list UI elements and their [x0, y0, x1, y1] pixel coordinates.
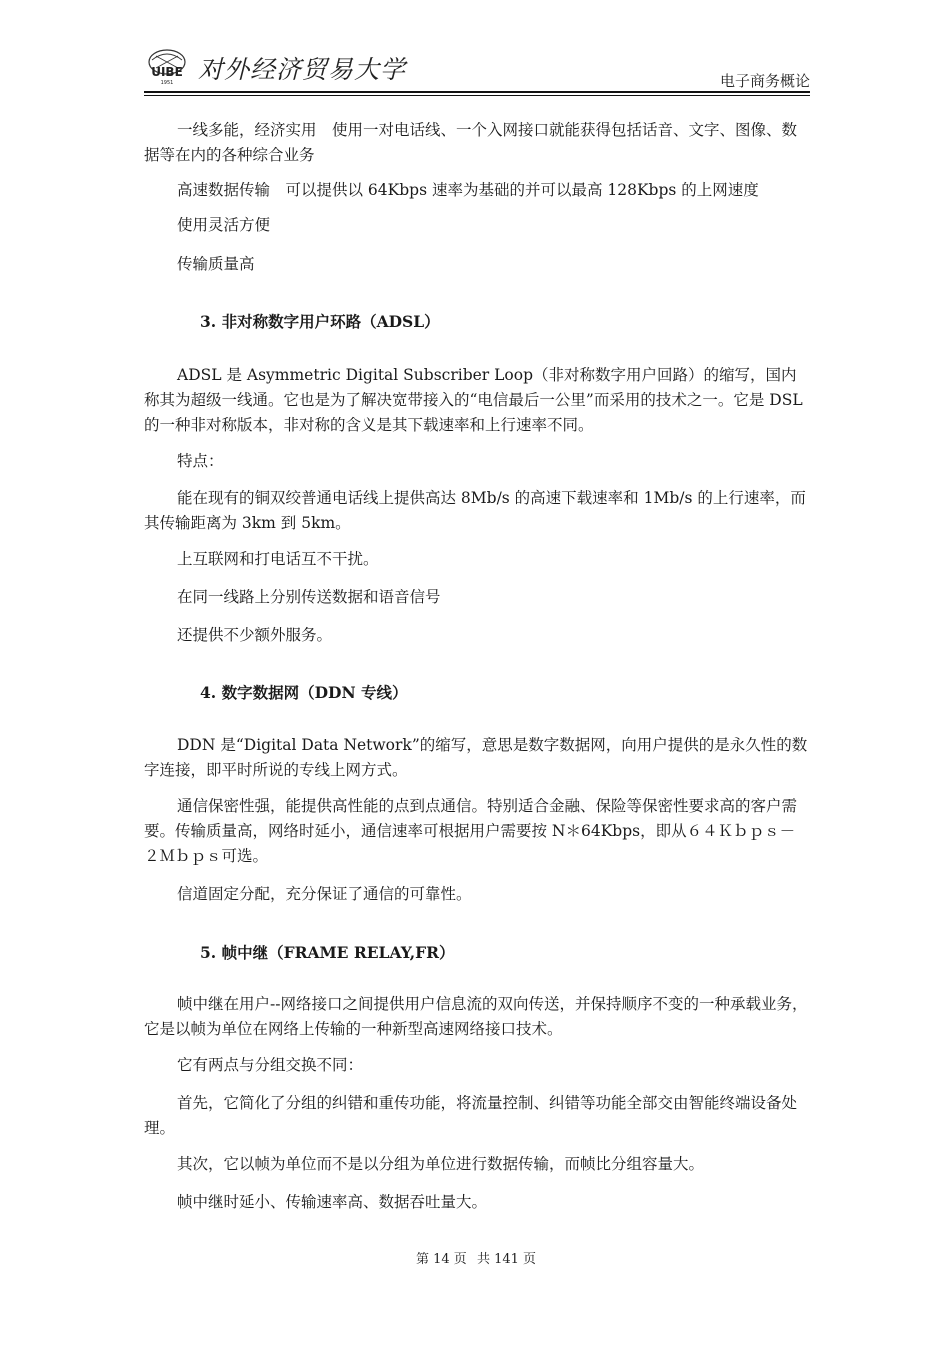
paragraph-text: 高速数据传输 可以提供以 64Kbps 速率为基础的并可以最高 128Kbps 的上网速度 [177, 181, 759, 199]
section-heading-adsl [144, 309, 810, 334]
heading-text: 3. 非对称数字用户环路（ADSL） [200, 312, 440, 331]
paragraph [144, 623, 810, 648]
paragraph [144, 733, 810, 783]
paragraph-text: 特点： [177, 452, 224, 470]
paragraph-text: 传输质量高 [177, 255, 255, 273]
paragraph [144, 1190, 810, 1215]
paragraph [144, 118, 810, 168]
paragraph [144, 1152, 810, 1177]
heading-text: 5. 帧中继（FRAME RELAY,FR） [200, 943, 455, 962]
university-logo-icon [144, 46, 190, 86]
paragraph [144, 1091, 810, 1141]
paragraph-text: DDN 是“Digital Data Network”的缩写，意思是数字数据网，向用户提供的是永久性的数字连接，即平时所说的专线上网方式。 [144, 736, 808, 779]
paragraph [144, 213, 810, 238]
header-divider-thin [144, 95, 810, 96]
paragraph [144, 547, 810, 572]
course-title: 电子商务概论 [719, 72, 810, 90]
paragraph-text: 能在现有的铜双绞普通电话线上提供高达 8Mb/s 的高速下载速率和 1Mb/s 的上行速率，而其传输距离为 3km 到 5km。 [144, 489, 806, 532]
paragraph [144, 486, 810, 536]
paragraph [144, 794, 810, 869]
page-total: 共 141 页 [476, 1252, 537, 1267]
paragraph-text: 还提供不少额外服务。 [177, 626, 333, 644]
paragraph-text: 一线多能，经济实用 使用一对电话线、一个入网接口就能获得包括话音、文字、图像、数据等在内的各种综合业务 [144, 121, 798, 164]
paragraph-text: 帧中继在用户--网络接口之间提供用户信息流的双向传送，并保持顺序不变的一种承载业务，它是以帧为单位在网络上传输的一种新型高速网络接口技术。 [144, 995, 808, 1038]
paragraph [144, 1053, 810, 1078]
paragraph [144, 178, 810, 203]
paragraph [144, 449, 810, 474]
paragraph [144, 252, 810, 277]
paragraph-text: 信道固定分配，充分保证了通信的可靠性。 [177, 885, 472, 903]
paragraph-text: 在同一线路上分别传送数据和语音信号 [177, 588, 441, 606]
paragraph-text: 通信保密性强，能提供高性能的点到点通信。特别适合金融、保险等保密性要求高的客户需要。传输质量高，网络时延小，通信速率可根据用户需要按 N＊64Kbps，即从６４Ｋｂｐｓ－２Ｍｂｐｓ可选。 [144, 797, 798, 865]
page-number: 第 14 页 [415, 1252, 467, 1267]
university-name: 对外经济贸易大学 [198, 55, 407, 84]
paragraph-text: 上互联网和打电话互不干扰。 [177, 550, 379, 568]
paragraph-text: 帧中继时延小、传输速率高、数据吞吐量大。 [177, 1193, 488, 1211]
paragraph [144, 882, 810, 907]
paragraph-text: 使用灵活方便 [177, 216, 271, 234]
section-heading-ddn [144, 680, 810, 705]
paragraph-text: 首先，它简化了分组的纠错和重传功能，将流量控制、纠错等功能全部交由智能终端设备处理。 [144, 1094, 798, 1137]
paragraph [144, 992, 810, 1042]
heading-text: 4. 数字数据网（DDN 专线） [200, 683, 408, 702]
page-header [144, 44, 810, 94]
paragraph-text: 它有两点与分组交换不同： [177, 1056, 364, 1074]
logo-year: 1951 [160, 80, 174, 86]
header-divider [144, 91, 810, 93]
paragraph [144, 363, 810, 438]
page-footer [0, 1248, 952, 1267]
section-heading-frame-relay [144, 940, 810, 965]
paragraph [144, 585, 810, 610]
paragraph-text: 其次，它以帧为单位而不是以分组为单位进行数据传输，而帧比分组容量大。 [177, 1155, 705, 1173]
paragraph-text: ADSL 是 Asymmetric Digital Subscriber Loop（非对称数字用户回路）的缩写，国内称其为超级一线通。它也是为了解决宽带接入的“电信最后一公里”而采用的技术之一。它是 DSL 的一种非对称版本，非对称的含义是其下载速率和上行速率不同。 [144, 366, 803, 434]
logo-text: UIBE [151, 65, 183, 79]
